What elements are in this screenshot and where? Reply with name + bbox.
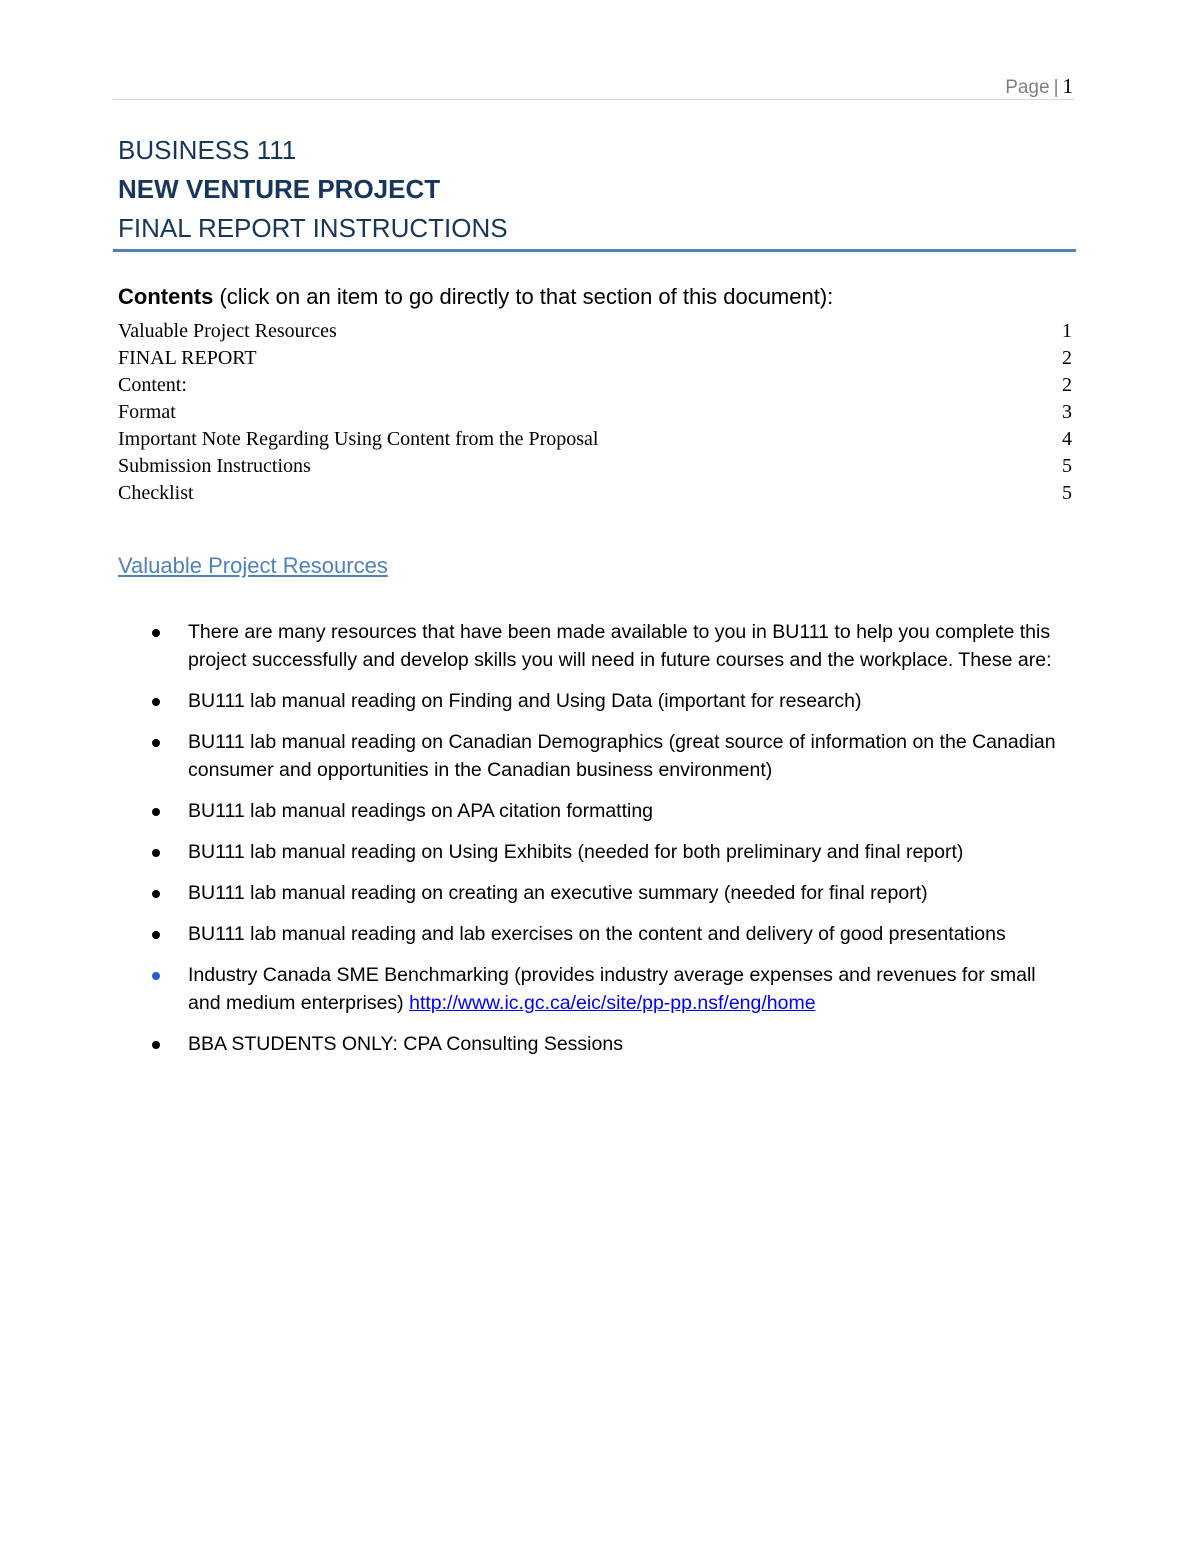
- list-item: [150, 920, 1070, 948]
- industry-canada-link[interactable]: http://www.ic.gc.ca/eic/site/pp-pp.nsf/eng/home: [409, 992, 816, 1014]
- list-item: [150, 961, 1070, 1017]
- toc-item-page: 2: [1062, 374, 1072, 396]
- list-item-text: There are many resources that have been made available to you in BU111 to help you complete this project successfully and develop skills you will need in future courses and the workplace. These are:: [188, 621, 1052, 671]
- toc-item-label: Valuable Project Resources: [118, 320, 337, 342]
- title-divider: [113, 249, 1076, 252]
- toc-heading: [118, 284, 833, 310]
- list-item: [150, 618, 1070, 674]
- course-title: BUSINESS 111: [118, 135, 297, 165]
- bullet-icon: [152, 698, 160, 706]
- toc-heading-instructions: (click on an item to go directly to that section of this document):: [213, 284, 834, 309]
- toc-item-label: Important Note Regarding Using Content from the Proposal: [118, 428, 599, 450]
- bullet-icon: [152, 808, 160, 816]
- page-number-value: 1: [1062, 74, 1073, 98]
- list-item: [150, 838, 1070, 866]
- toc-item-page: 5: [1062, 482, 1072, 504]
- toc-item-label: FINAL REPORT: [118, 347, 257, 369]
- report-title: FINAL REPORT INSTRUCTIONS: [118, 213, 508, 243]
- list-item-text: Industry Canada SME Benchmarking (provides industry average expenses and revenues for small and medium enterprises): [188, 964, 1036, 1014]
- page-label: Page: [1005, 77, 1050, 98]
- bullet-icon: [152, 931, 160, 939]
- toc-item-checklist[interactable]: [118, 480, 1072, 507]
- toc-heading-label: Contents: [118, 284, 214, 309]
- bullet-icon: [152, 849, 160, 857]
- bullet-icon: [152, 890, 160, 898]
- list-item: [150, 797, 1070, 825]
- toc-item-important-note[interactable]: [118, 426, 1072, 453]
- bullet-icon: [152, 629, 160, 637]
- list-item-text: BBA STUDENTS ONLY: CPA Consulting Sessions: [188, 1033, 623, 1055]
- bullet-icon: [152, 739, 160, 747]
- project-title: NEW VENTURE PROJECT: [118, 174, 441, 204]
- list-item-text: BU111 lab manual reading on creating an executive summary (needed for final report): [188, 882, 928, 904]
- page-separator: |: [1053, 77, 1059, 98]
- toc-item-page: 2: [1062, 347, 1072, 369]
- bullet-icon: [152, 972, 160, 980]
- section-heading-valuable-project-resources: Valuable Project Resources: [118, 553, 388, 578]
- list-item-text: BU111 lab manual reading on Finding and Using Data (important for research): [188, 690, 862, 712]
- toc-item-final-report[interactable]: [118, 345, 1072, 372]
- toc-item-page: 5: [1062, 455, 1072, 477]
- toc-item-content[interactable]: [118, 372, 1072, 399]
- resources-list: [150, 618, 1070, 1071]
- page-number: [1005, 74, 1073, 99]
- list-item: [150, 879, 1070, 907]
- list-item: [150, 728, 1070, 784]
- toc-item-page: 1: [1062, 320, 1072, 342]
- list-item: [150, 1030, 1070, 1058]
- toc-item-submission-instructions[interactable]: [118, 453, 1072, 480]
- toc-item-page: 4: [1062, 428, 1072, 450]
- list-item-text: BU111 lab manual reading and lab exercises on the content and delivery of good presentations: [188, 923, 1006, 945]
- page-header: [113, 68, 1075, 100]
- table-of-contents: [118, 318, 1072, 507]
- document-title: [118, 131, 1068, 248]
- toc-item-label: Submission Instructions: [118, 455, 311, 477]
- toc-item-valuable-project-resources[interactable]: [118, 318, 1072, 345]
- toc-item-format[interactable]: [118, 399, 1072, 426]
- list-item: [150, 687, 1070, 715]
- list-item-text: BU111 lab manual reading on Canadian Demographics (great source of information on the Canadian consumer and opportunities in the Canadian business environment): [188, 731, 1056, 781]
- toc-item-label: Checklist: [118, 482, 194, 504]
- list-item-text: BU111 lab manual readings on APA citation formatting: [188, 800, 654, 822]
- toc-item-page: 3: [1062, 401, 1072, 423]
- bullet-icon: [152, 1041, 160, 1049]
- toc-item-label: Format: [118, 401, 176, 423]
- list-item-text: BU111 lab manual reading on Using Exhibits (needed for both preliminary and final report): [188, 841, 964, 863]
- toc-item-label: Content:: [118, 374, 187, 396]
